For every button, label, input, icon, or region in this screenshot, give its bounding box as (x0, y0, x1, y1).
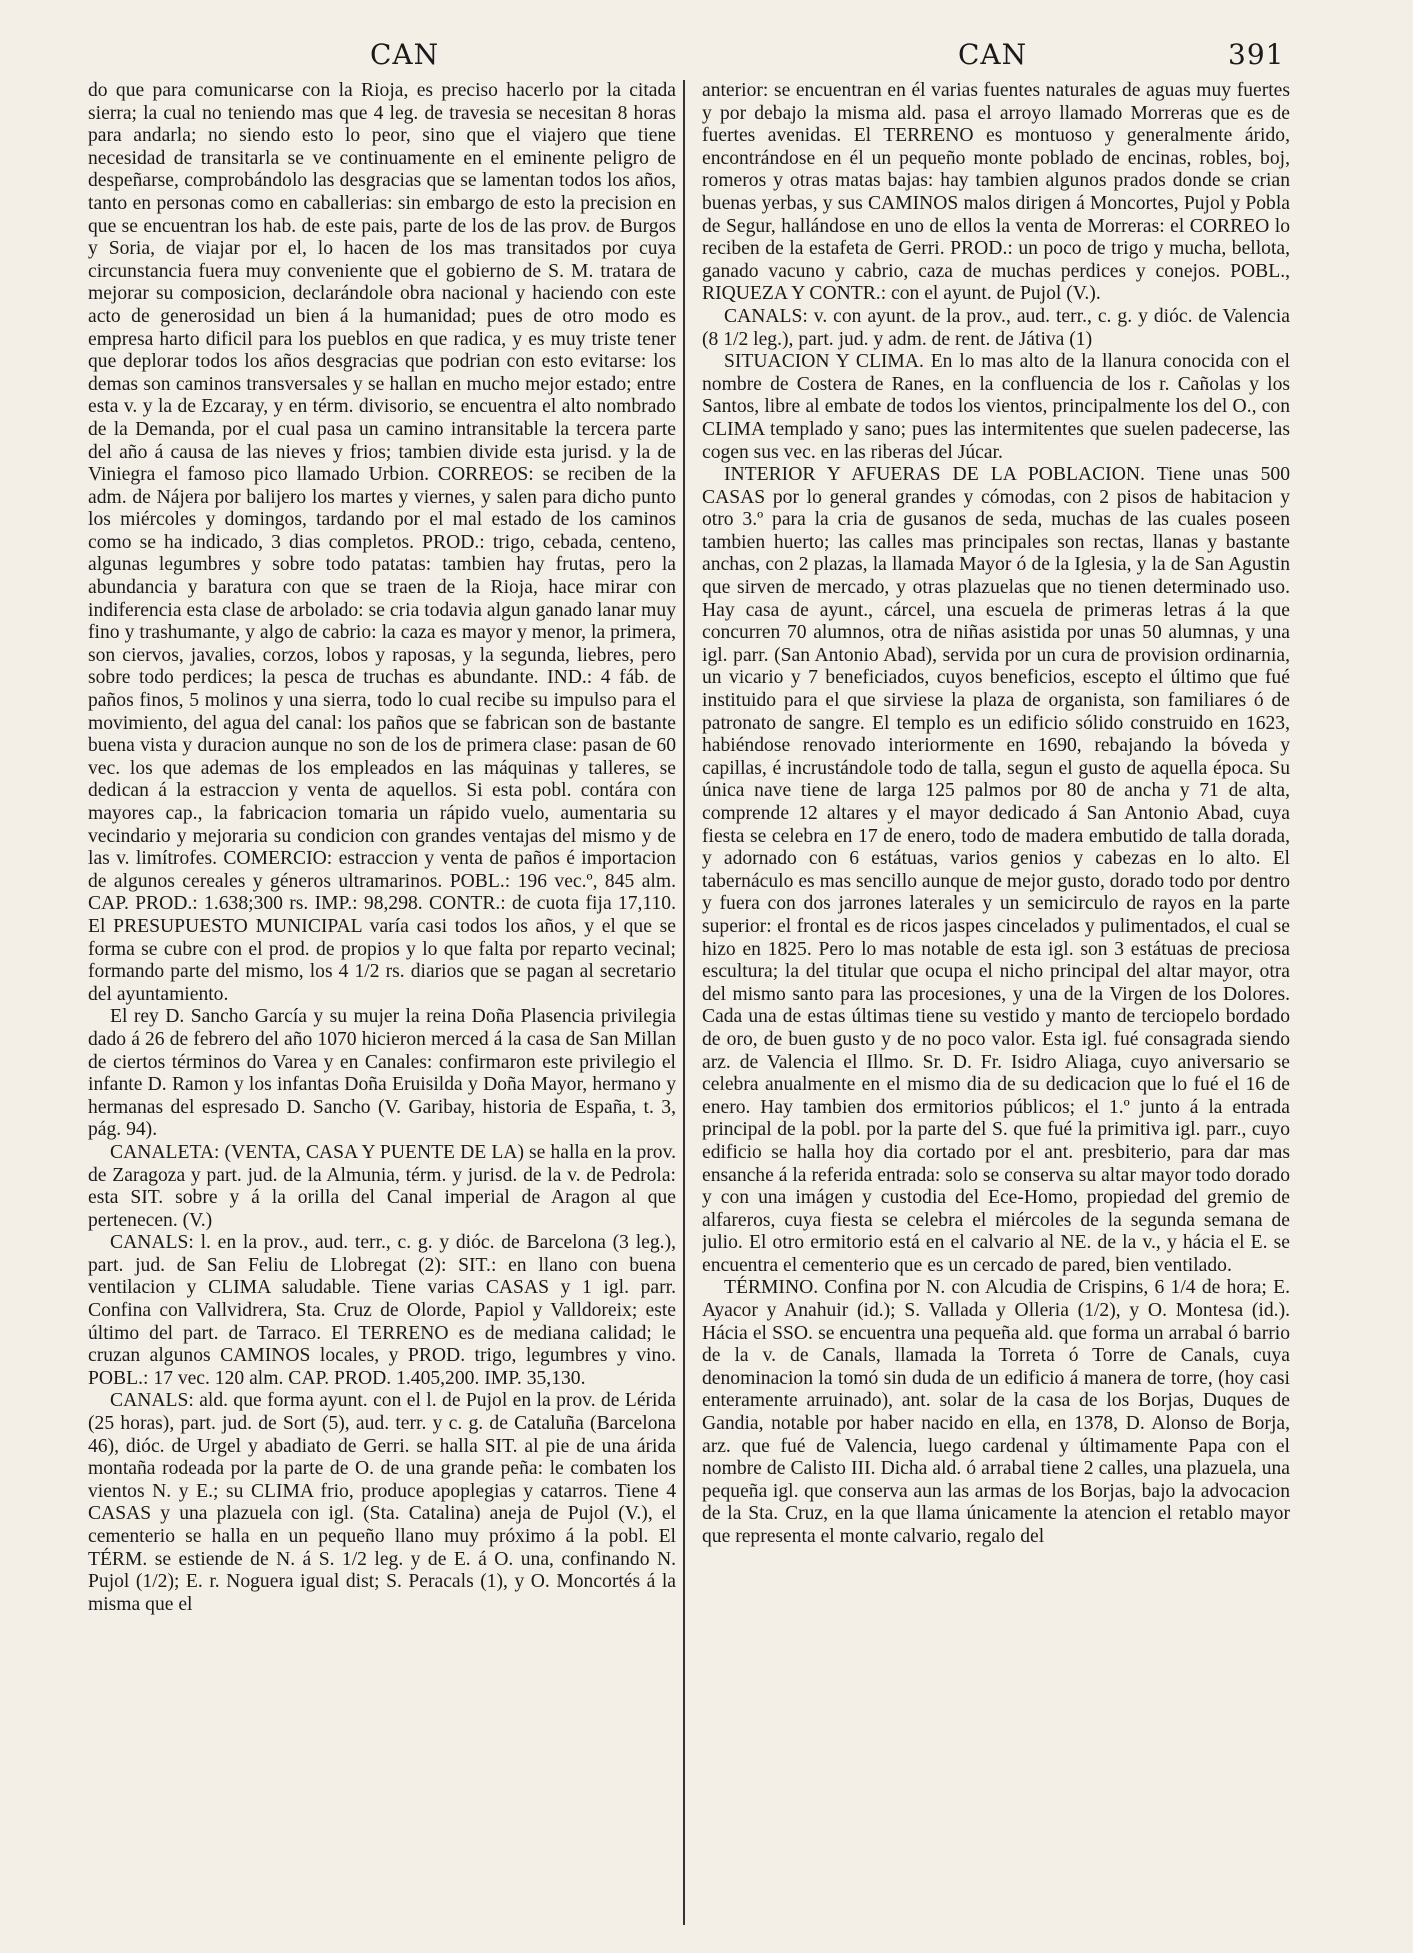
paragraph: do que para comunicarse con la Rioja, es preciso hacerlo por la citada sierra; la cual no teniendo mas que 4 leg. de travesia se necesitan 8 horas para andarla; no siendo esto lo peor, sino que el viajero que tiene necesidad de transitarla se ve continuamente en el eminente peligro de despeñarse, comprobándolo las desgracias que se lamentan todos los años, tanto en personas como en caballerias: sin embargo de esto la precision en que se encuentran los hab. de este pais, parte de los de las prov. de Burgos y Soria, de viajar por el, lo hacen de los mas transitados por cuya circunstancia fuera muy conveniente que el gobierno de S. M. tratara de mejorar su composicion, declarándole obra nacional y haciendo con este acto de generosidad un bien á la humanidad; pues de otro modo es empresa harto dificil para los pueblos en que radica, y es muy triste tener que deplorar todos los años desgracias que podrian con esto evitarse: los demas son caminos transversales y se hallan en mucho mejor estado; entre esta v. y la de Ezcaray, y en térm. divisorio, se encuentra el alto nombrado de la Demanda, por el cual pasa un camino intransitable la tercera parte del año á causa de las nieves y frios; tambien divide esta jurisd. y la de Viniegra el famoso pico llamado Urbion. CORREOS: se reciben de la adm. de Nájera por balijero los martes y viernes, y salen para dicho punto los miércoles y domingos, tardando por el mal estado de los caminos como se ha indicado, 3 dias completos. PROD.: trigo, cebada, centeno, algunas legumbres y sobre todo patatas: tambien hay frutas, pero la abundancia y baratura con que se traen de la Rioja, hace mirar con indiferencia esta clase de arbolado: se cria todavia algun ganado lanar muy fino y trashumante, y algo de cabrio: la caza es mayor y menor, la primera, son ciervos, javalies, corzos, lobos y raposas, y la segunda, liebres, pero sobre todo perdices; la pesca de truchas es abundante. IND.: 4 fáb. de paños finos, 5 molinos y una sierra, todo lo cual recibe su impulso para el movimiento, del agua del canal: los paños que se fabrican son de bastante buena vista y duracion aunque no son de los de primera clase: pasan de 60 vec. los que ademas de los empleados en las máquinas y talleres, se dedican á la estraccion y venta de aquellos. Si esta pobl. contára con mayores cap., la fabricacion tomaria un rápido vuelo, aumentaria su vecindario y mejoraria su condicion con grandes ventajas del mismo y de las v. limítrofes. COMERCIO: estraccion y venta de paños é importacion de algunos cereales y géneros ultramarinos. POBL.: 196 vec.º, 845 alm. CAP. PROD.: 1.638;300 rs. IMP.: 98,298. CONTR.: de cuota fija 17,110. El PRESUPUESTO MUNICIPAL varía casi todos los años, y el que se forma se cubre con el prod. de propios y lo que falta por reparto vecinal; formando parte del mismo, los 4 1/2 rs. diarios que se pagan al secretario del ayuntamiento. (88, 80, 676, 1005)
column-divider (683, 80, 685, 1925)
page-number: 391 (1228, 38, 1285, 71)
section-interior: INTERIOR Y AFUERAS DE LA POBLACION. Tiene unas 500 CASAS por lo general grandes y cómodas, con 2 pisos de habitacion y otro 3.º para la cria de gusanos de seda, muchas de las cuales poseen tambien huerto; las calles mas principales son rectas, llanas y bastante anchas, con 2 plazas, la llamada Mayor ó de la Iglesia, y la de San Agustin que sirven de mercado, y otras plazuelas que no tienen determinado uso. Hay casa de ayunt., cárcel, una escuela de primeras letras á la que concurren 70 alumnos, otra de niñas asistida por unas 50 alumnas, y una igl. parr. (San Antonio Abad), servida por un cura de provision ordinarnia, un vicario y 7 beneficiados, cuyos beneficios, escepto el último que fué instituido para el que sirviese la plaza de organista, son familiares ó de patronato de sangre. El templo es un edificio sólido construido en 1623, habiéndose renovado interiormente en 1690, rebajando la bóveda y capillas, é incrustándole todo de talla, segun el gusto de aquella época. Su única nave tiene de larga 125 palmos por 80 de ancha y 71 de alta, comprende 12 altares y el mayor dedicado á San Antonio Abad, cuya fiesta se celebra en 17 de enero, todo de madera embutido de talla dorada, y adornado con 6 estátuas, varios genios y cabezas en lo alto. El tabernáculo es mas sencillo aunque de mejor gusto, dorado todo por dentro y fuera con dos jarrones laterales y un semicirculo de rayos en la parte superior: el frontal es de ricos jaspes cincelados y pulimentados, el cual se hizo en 1825. Pero lo mas notable de esta igl. son 3 estátuas de preciosa escultura; la del titular que ocupa el nicho principal del altar mayor, otra del mismo santo para las procesiones, y una de la Virgen de los Dolores. Cada una de estas últimas tiene su vestido y manto de terciopelo bordado de oro, de buen gusto y de no poco valor. Esta igl. fué consagrada siendo arz. de Valencia el Illmo. Sr. D. Fr. Isidro Aliaga, cuyo aniversario se celebra anualmente en el mismo dia de su dedicacion que lo fué el 16 de enero. Hay tambien dos ermitorios públicos; el 1.º junto á la entrada principal de la pobl. por la parte del S. que fué la primitiva igl. parr., cuyo edificio se halla hoy dia cortado por el ant. presbiterio, para dar mas ensanche á la referida entrada: solo se conserva su altar mayor todo dorado y con una imágen y custodia del Ece-Homo, propiedad del gremio de alfareros, cuya fiesta se celebra el miércoles de la segunda semana de julio. El otro ermitorio está en el calvario al NE. de la v., y hácia el E. se encuentra el cementerio que es un cercado de pared, bien ventilado. (702, 464, 1290, 1276)
section-termino: TÉRMINO. Confina por N. con Alcudia de Crispins, 6 1/4 de hora; E. Ayacor y Anahuir (id.); S. Vallada y Olleria (1/2), y O. Montesa (id.). Hácia el SSO. se encuentra una pequeña ald. que forma un arrabal ó barrio de la v. de Canals, llamada la Torreta ó Torre de Canals, cuya denominacion la tomó sin duda de un edificio á manera de torre, (hoy casi enteramente arruinado), ant. solar de la casa de los Borjas, Duques de Gandia, notable por haber nacido en ella, en 1378, D. Alonso de Borja, arz. que fué de Valencia, luego cardenal y últimamente Papa con el nombre de Calisto III. Dicha ald. ó arrabal tiene 2 calles, una plazuela, una pequeña igl. que conserva aun las armas de los Borjas, bajo la advocacion de la Sta. Cruz, en la que llama únicamente la atencion el retablo mayor que representa el monte calvario, regalo del (702, 1277, 1290, 1547)
entry-canals-barcelona: CANALS: l. en la prov., aud. terr., c. g. y dióc. de Barcelona (3 leg.), part. jud. de San Feliu de Llobregat (2): SIT.: en llano con buena ventilacion y CLIMA saludable. Tiene varias CASAS y 1 igl. parr. Confina con Vallvidrera, Sta. Cruz de Olorde, Papiol y Valldoreix; este último del part. de Tarraco. El TERRENO es de mediana calidad; le cruzan algunos CAMINOS locales, y PROD. trigo, legumbres y vino. POBL.: 17 vec. 120 alm. CAP. PROD. 1.405,200. IMP. 35,130. (88, 1232, 676, 1389)
left-column (88, 80, 676, 1925)
running-head-right: CAN (958, 38, 1028, 71)
entry-canals-valencia: CANALS: v. con ayunt. de la prov., aud. terr., c. g. y dióc. de Valencia (8 1/2 leg.), part. jud. y adm. de rent. de Játiva (1) (702, 305, 1290, 350)
entry-canaleta: CANALETA: (VENTA, CASA Y PUENTE DE LA) se halla en la prov. de Zaragoza y part. jud. de la Almunia, térm. y jurisd. de la v. de Pedrola: esta SIT. sobre y á la orilla del Canal imperial de Aragon al que pertenecen. (V.) (88, 1141, 676, 1231)
running-head-left: CAN (370, 38, 440, 71)
paragraph: anterior: se encuentran en él varias fuentes naturales de aguas muy fuertes y por debajo la misma ald. pasa el arroyo llamado Morreras que es de fuertes avenidas. El TERRENO es montuoso y generalmente árido, encontrándose en él un pequeño monte poblado de encinas, robles, boj, romeros y otras matas bajas: hay tambien algunos prados donde se crian buenas yerbas, y sus CAMINOS malos dirigen á Moncortes, Pujol y Pobla de Segur, hallándose en uno de ellos la venta de Morreras: el CORREO lo reciben de la estafeta de Gerri. PROD.: un poco de trigo y mucha, bellota, ganado vacuno y cabrio, caza de muchas perdices y conejos. POBL., RIQUEZA Y CONTR.: con el ayunt. de Pujol (V.). (702, 80, 1290, 305)
entry-canals-lerida: CANALS: ald. que forma ayunt. con el l. de Pujol en la prov. de Lérida (25 horas), part. jud. de Sort (5), aud. terr. y c. g. de Cataluña (Barcelona 46), dióc. de Urgel y abadiato de Gerri. se halla SIT. al pie de una árida montaña rodeada por la parte de O. de una grande peña: le combaten los vientos N. y E.; su CLIMA frio, produce apoplegias y catarros. Tiene 4 CASAS y una plazuela con igl. (Sta. Catalina) aneja de Pujol (V.), el cementerio se halla en un pequeño llano muy próximo á la pobl. El TÉRM. se estiende de N. á S. 1/2 leg. y de E. á O. una, confinando N. Pujol (1/2); E. r. Noguera igual dist; S. Peracals (1), y O. Moncortés á la misma que el (88, 1390, 676, 1615)
right-column (702, 80, 1290, 1925)
paragraph: El rey D. Sancho García y su mujer la reina Doña Plasencia privilegia dado á 26 de febrero del año 1070 hicieron merced á la casa de San Millan de ciertos términos do Varea y en Canales: confirmaron este privilegio el infante D. Ramon y los infantas Doña Eruisilda y Doña Mayor, hermano y hermanas del espresado D. Sancho (V. Garibay, historia de España, t. 3, pág. 94). (88, 1006, 676, 1141)
section-situacion: SITUACION Y CLIMA. En lo mas alto de la llanura conocida con el nombre de Costera de Ranes, en la confluencia de los r. Cañolas y los Santos, libre al embate de todos los vientos, principalmente los del O., con CLIMA templado y sano; pues las intermitentes que suelen padecerse, las cogen sus vec. en las riberas del Júcar. (702, 351, 1290, 463)
